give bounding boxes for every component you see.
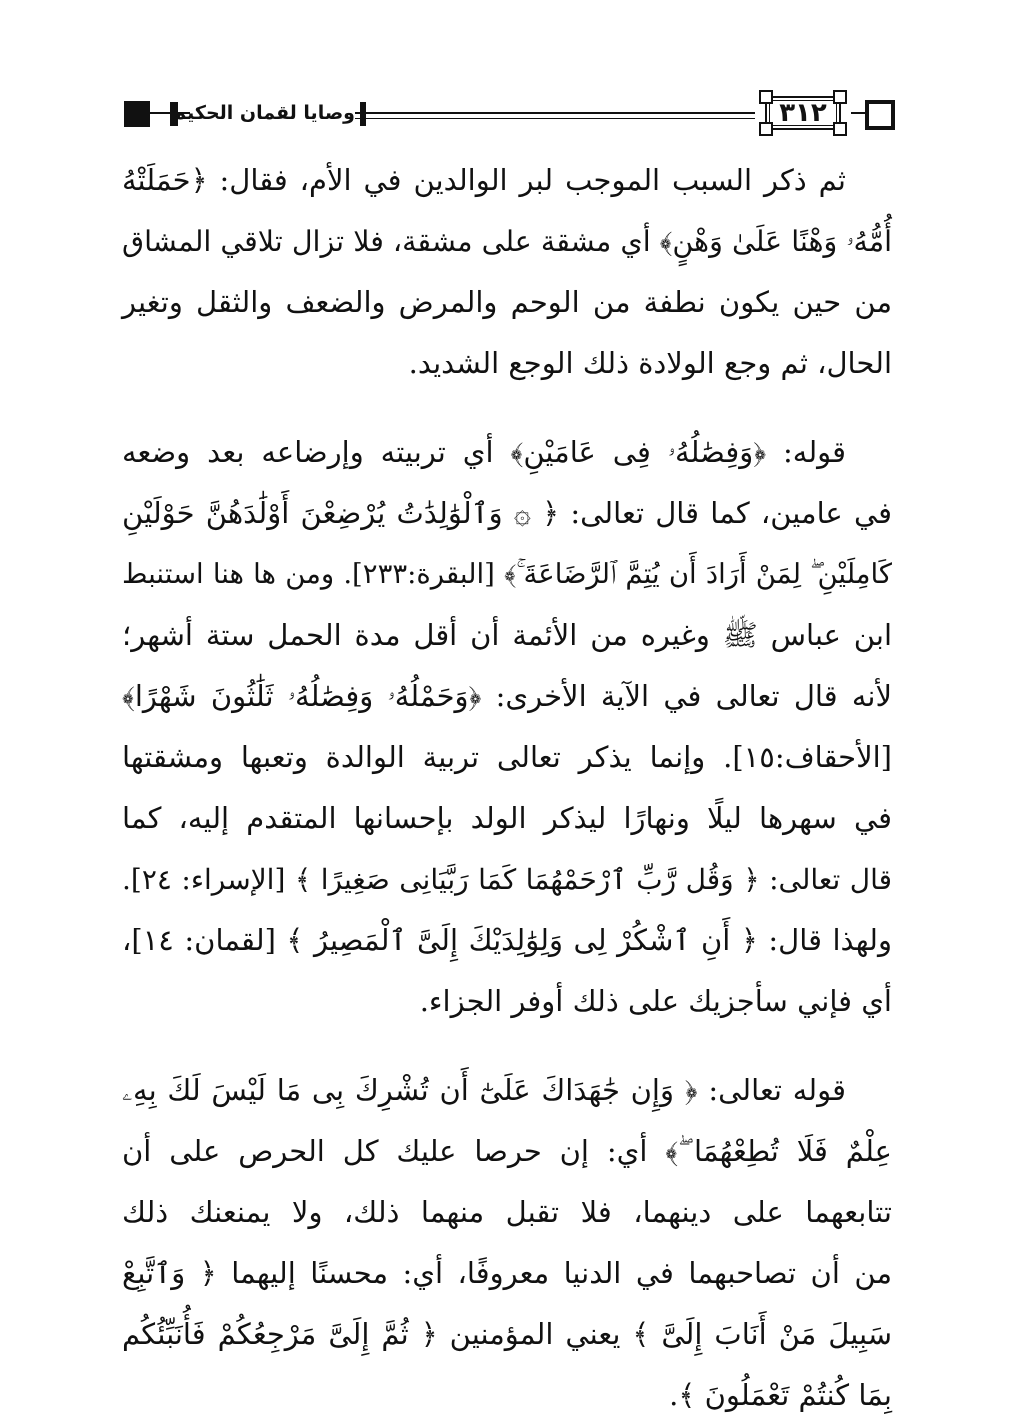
text-line: قال تعالى: ﴿ وَقُل رَّبِّ ٱرْحَمْهُمَا كَمَا رَبَّيَانِى صَغِيرًا ﴾ [الإسراء: ٢٤]. — [122, 863, 892, 896]
text-line: أُمُّهُۥ وَهْنًا عَلَىٰ وَهْنٍ﴾ أي مشقة على مشقة، فلا تزال تلاقي المشاق — [122, 225, 892, 258]
text-line: من أن تصاحبهما في الدنيا معروفًا، أي: محسنًا إليهما ﴿ وَٱتَّبِعْ — [122, 1256, 892, 1290]
text-line: ثم ذكر السبب الموجب لبر الوالدين في الأم، فقال: ﴿حَمَلَتْهُ — [122, 163, 846, 197]
text-line: قوله: ﴿وَفِصَٰلُهُۥ فِى عَامَيْنِ﴾ أي تربيته وإرضاعه بعد وضعه — [122, 435, 846, 469]
text-line: [الأحقاف:١٥]. وإنما يذكر تعالى تربية الوالدة وتعبها ومشقتها — [122, 740, 892, 774]
text-line: ولهذا قال: ﴿ أَنِ ٱشْكُرْ لِى وَلِوَٰلِدَيْكَ إِلَىَّ ٱلْمَصِيرُ ﴾ [لقمان: ١٤]، — [122, 923, 892, 957]
running-title: وصايا لقمان الحكيم — [190, 98, 355, 128]
text-line: قوله تعالى: ﴿ وَإِن جَٰهَدَاكَ عَلَىٰٓ أَن تُشْرِكَ بِى مَا لَيْسَ لَكَ بِهِۦ — [122, 1073, 846, 1107]
text-line: لأنه قال تعالى في الآية الأخرى: ﴿وَحَمْلُهُۥ وَفِصَٰلُهُۥ ثَلَٰثُونَ شَهْرًا﴾ — [122, 679, 892, 713]
text-line: في سهرها ليلًا ونهارًا ليذكر الولد بإحسانها المتقدم إليه، كما — [122, 801, 892, 835]
header-left-block-ornament — [124, 101, 150, 127]
text-line: في عامين، كما قال تعالى: ﴿ ۞ وَٱلْوَٰلِدَٰتُ يُرْضِعْنَ أَوْلَٰدَهُنَّ حَوْلَيْنِ — [122, 496, 892, 530]
header-rule-left — [148, 112, 172, 114]
paragraph — [122, 1060, 892, 1426]
text-line: الحال، ثم وجع الولادة ذلك الوجع الشديد. — [408, 346, 892, 380]
text-line: ابن عباس ﷺ وغيره من الأئمة أن أقل مدة الحمل ستة أشهر؛ — [122, 618, 892, 652]
header-right-square-ornament — [865, 100, 895, 130]
header-mid-bar-ornament — [360, 102, 366, 126]
text-line: أي فإني سأجزيك على ذلك أوفر الجزاء. — [419, 984, 892, 1018]
page-number-frame — [755, 92, 851, 134]
text-line: بِمَا كُنتُمْ تَعْمَلُونَ ﴾. — [669, 1378, 892, 1412]
paragraph — [122, 150, 892, 394]
text-line: سَبِيلَ مَنْ أَنَابَ إِلَىَّ ﴾ يعني المؤمنين ﴿ ثُمَّ إِلَىَّ مَرْجِعُكُمْ فَأُنَبِّئُكُم — [122, 1317, 892, 1351]
text-line: كَامِلَيْنِ ۖ لِمَنْ أَرَادَ أَن يُتِمَّ ٱلرَّضَاعَةَ ۚ﴾ [البقرة:٢٣٣]. ومن ها هنا استنبط — [122, 558, 893, 590]
text-line: عِلْمٌ فَلَا تُطِعْهُمَا ۖ﴾ أي: إن حرصا عليك كل الحرص على أن — [122, 1134, 892, 1168]
text-line: تتابعهما على دينهما، فلا تقبل منهما ذلك، ولا يمنعنك ذلك — [122, 1195, 892, 1229]
text-line: من حين يكون نطفة من الوحم والمرض والضعف والثقل وتغير — [122, 285, 892, 319]
paragraph — [122, 422, 892, 1032]
page-body — [122, 150, 892, 1426]
page-header — [120, 92, 895, 142]
page-number: ٣١٢ — [779, 98, 827, 128]
